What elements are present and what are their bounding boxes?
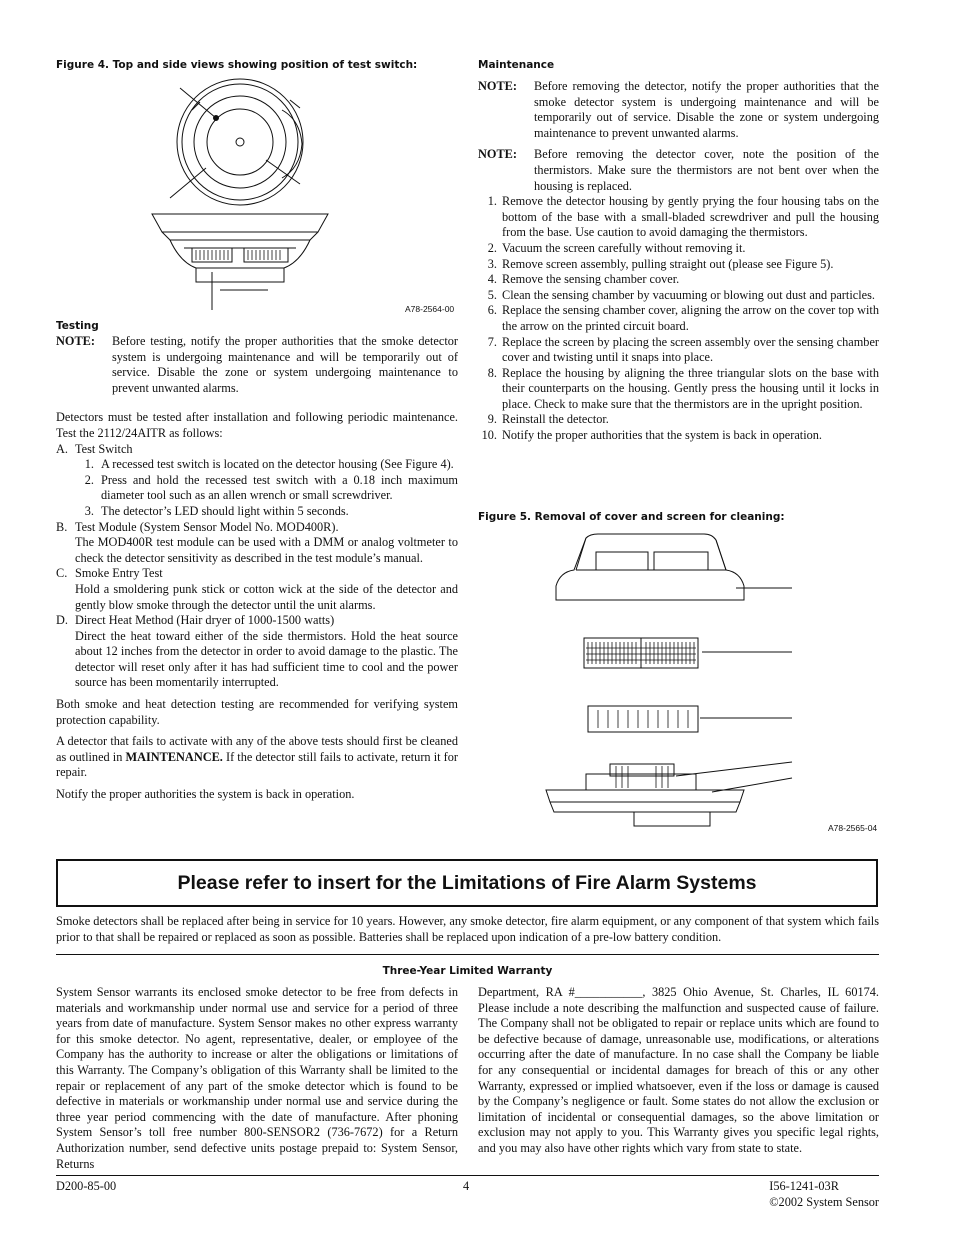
note-label: NOTE: [478,147,517,162]
footer-page-number: 4 [463,1179,470,1193]
step-number: 3. [487,256,497,271]
test-c [56,566,458,582]
figure-4-code: A78-2564-00 [405,304,455,314]
test-a-item [56,473,458,504]
note-text: Before removing the detector cover, note the position of the thermistors. Make sure the thermistors are not bent over when the housing is replaced. [534,147,879,193]
step-text: Remove the detector housing by gently prying the four housing tabs on the bottom of the base with a small-bladed screwdriver and pull the housing from the base. Use caution to avoid damaging the thermistors. [502,194,879,240]
replacement-notice: Smoke detectors shall be replaced after being in service for 10 years. However, any smoke detector, fire alarm equipment, or any component of that system which fails prior to that shall be repaired or replaced as soon as possible. Batteries shall be replaced upon indication of a pre-low battery condition. [56,914,879,944]
maintenance-step [478,412,879,428]
step-number: 1. [487,194,497,209]
both-testing-text: Both smoke and heat detection testing are recommended for verifying system protection capability. [56,697,458,727]
footer-doc-number: D200-85-00 [56,1179,117,1193]
test-b [56,520,458,536]
step-text: Replace the sensing chamber cover, aligning the arrow on the cover top with the arrow on the printed circuit board. [502,303,879,333]
step-number: 10. [481,428,497,443]
note-label: NOTE: [56,334,95,348]
right-column-body [478,79,879,444]
step-number: 6. [487,303,497,318]
maintenance-note-2 [478,147,879,194]
test-c-text: Hold a smoldering punk stick or cotton wick at the side of the detector and gently blow smoke through the detector until the unit alarms. [75,581,458,612]
testing-intro: Detectors must be tested after installation and following periodic maintenance. Test the 2112/24AITR as follows: [56,410,458,440]
item-number: 2. [84,472,94,487]
step-text: Remove screen assembly, pulling straight out (please see Figure 5). [502,256,834,271]
item-number: 1. [84,457,94,472]
step-text: Clean the sensing chamber by vacuuming or blowing out dust and particles. [502,287,875,302]
step-text: Vacuum the screen carefully without removing it. [502,240,746,255]
test-a-label: A. [56,441,68,456]
step-text: Replace the screen by placing the screen assembly over the sensing chamber cover and twisting until it snaps into place. [502,334,879,365]
warranty-column-1: System Sensor warrants its enclosed smoke detector to be free from defects in materials and workmanship under normal use and service for a period of three years from date of manufacture. System Sensor makes no other express warranty for this smoke detector. No agent, representative, dealer, or employee of the Company has the authority to increase or alter the obligations or limitations of this Warranty. The Company’s obligation of this Warranty shall be limited to the repair or replacement of any part of the smoke detector which is found to be defective in materials or workmanship under normal use and service during the three year period commencing with the date of manufacture. After phoning System Sensor’s toll free number 800-SENSOR2 (736-7672) for a Return Authorization number, send defective units postage prepaid to: System Sensor, Returns [56,985,458,1171]
step-number: 4. [487,272,497,287]
notify-text: Notify the proper authorities the system is back in operation. [56,787,355,802]
test-b-text: The MOD400R test module can be used with a DMM or analog voltmeter to check the detector sensitivity as described in the test module’s manual. [75,535,458,565]
test-d-text: Direct the heat toward either of the side thermistors. Hold the heat source about 12 inches from the detector in order to avoid damage to the plastic. The detector will reset only after it has had sufficient time to cool and the power source has been momentarily interrupted. [75,628,458,690]
test-a-item [56,504,458,520]
test-b-label: B. [56,519,68,534]
step-number: 5. [487,287,497,302]
warranty-column-2: Department, RA #___________, 3825 Ohio Avenue, St. Charles, IL 60174. Please include a note describing the malfunction and suspected cause of failure. The Company shall not be obligated to repair or replace units which are found to be defective because of damage, unreasonable use, modifications, or alterations occurring after the date of manufacture. In no case shall the Company be liable for any consequential or incidental damages for breach of this or any other Warranty, expressed or implied whatsoever, even if the loss or damage is caused by the Company’s negligence or fault. Some states do not allow the exclusion or limitation of incidental or consequential damages, so the above limitation or exclusion may not apply to you. This Warranty gives you specific legal rights, and you may also have other rights which vary from state to state. [478,985,879,1155]
test-a [56,442,458,458]
item-text: Press and hold the recessed test switch with a 0.18 inch maximum diameter tool such as an allen wrench or small screwdriver. [101,472,458,503]
step-number: 8. [487,365,497,380]
item-number: 3. [84,503,94,518]
maintenance-step [478,288,879,304]
maintenance-step [478,272,879,288]
test-a-title: Test Switch [75,441,133,456]
maintenance-reference: MAINTENANCE. [125,749,223,764]
maintenance-step [478,194,879,241]
fail-text [56,734,458,781]
test-a-item [56,457,458,473]
left-column-body [56,334,458,803]
figure-5-caption: Figure 5. Removal of cover and screen for cleaning: [478,511,785,523]
note-text: Before removing the detector, notify the proper authorities that the smoke detector system is undergoing maintenance and will be temporarily out of service. Disable the zone or system undergoing maintenance to prevent unwanted alarms. [534,79,879,140]
testing-heading: Testing [56,320,99,332]
step-text: Replace the housing by aligning the three triangular slots on the base with their counterparts on the housing. Gently press the housing until it locks in place. Check to make sure that the thermistors are in the upright position. [502,365,879,411]
limitations-banner [56,859,878,907]
maintenance-step [478,335,879,366]
limitations-banner-text: Please refer to insert for the Limitations of Fire Alarm Systems [177,871,757,894]
maintenance-step [478,303,879,334]
test-d [56,613,458,629]
step-text: Reinstall the detector. [502,412,609,427]
warranty-divider [56,954,879,955]
figure-4-caption: Figure 4. Top and side views showing position of test switch: [56,59,418,71]
test-d-label: D. [56,613,68,628]
note-label: NOTE: [478,79,517,93]
figure-4-diagram [140,72,470,322]
fail-text-pre: A detector that fails to activate with any of the above tests should first be cleaned as outlined in [56,734,458,764]
testing-note [56,334,458,396]
maintenance-note-1 [478,79,879,141]
footer-right [769,1179,879,1210]
step-text: Remove the sensing chamber cover. [502,272,680,287]
maintenance-step [478,241,879,257]
warranty-title: Three-Year Limited Warranty [382,965,553,977]
step-number: 2. [487,240,497,255]
figure-5-diagram [526,530,846,830]
item-text: A recessed test switch is located on the detector housing (See Figure 4). [101,457,454,472]
maintenance-step [478,257,879,273]
figure-5-code: A78-2565-04 [828,823,878,833]
test-b-title: Test Module (System Sensor Model No. MOD400R). [75,519,339,534]
item-text: The detector’s LED should light within 5 seconds. [101,503,349,518]
fail-text-post: If the detector still fails to activate, return it for repair. [56,749,458,780]
footer-part-number: I56-1241-03R [769,1179,839,1193]
maintenance-heading: Maintenance [478,59,555,71]
note-text: Before testing, notify the proper authorities that the smoke detector system is undergoing maintenance and will be temporarily out of service. Disable the zone or system undergoing maintenance to prevent unwanted alarms. [112,334,458,395]
test-c-label: C. [56,566,68,581]
footer-copyright: ©2002 System Sensor [769,1194,879,1209]
footer-divider [56,1175,879,1176]
step-number: 7. [487,334,497,349]
test-c-title: Smoke Entry Test [75,566,163,581]
step-text: Notify the proper authorities that the system is back in operation. [502,428,822,443]
maintenance-step [478,428,879,444]
test-d-title: Direct Heat Method (Hair dryer of 1000-1500 watts) [75,613,335,628]
maintenance-step [478,366,879,413]
step-number: 9. [487,412,497,427]
